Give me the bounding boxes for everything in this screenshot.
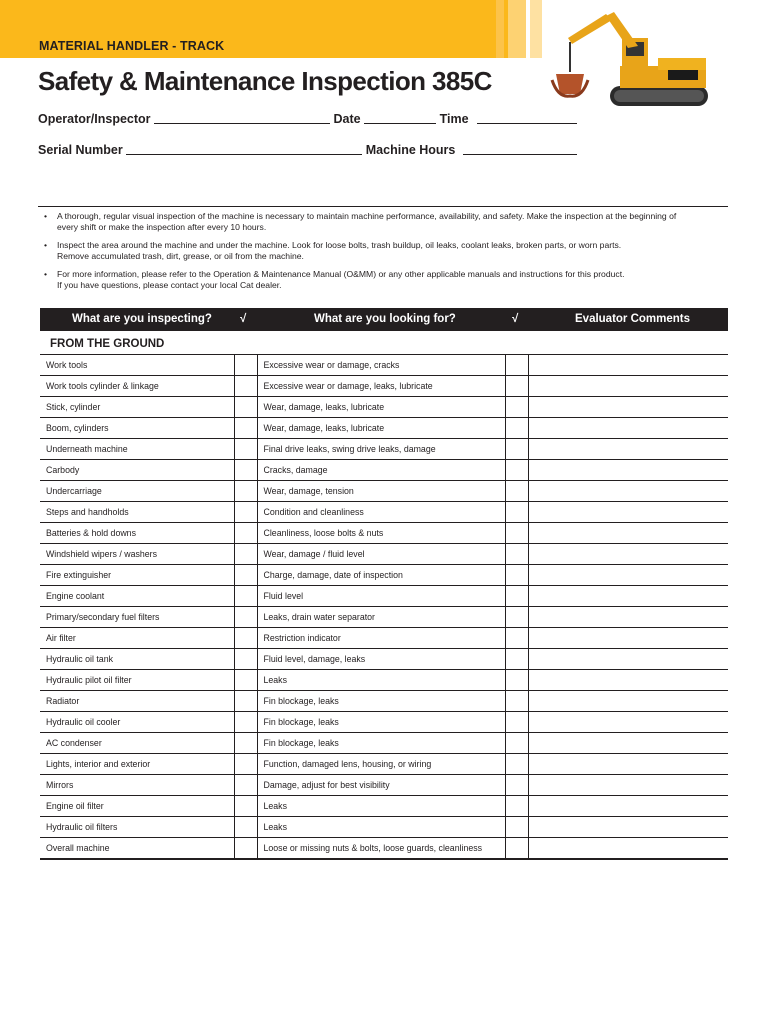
inspection-item: Undercarriage (40, 481, 234, 502)
table-row (40, 628, 728, 649)
instruction-text: Remove accumulated trash, dirt, grease, or oil from the machine. (57, 251, 304, 261)
item-checkbox[interactable] (234, 481, 257, 502)
item-checkbox[interactable] (234, 733, 257, 754)
inspection-criteria: Excessive wear or damage, cracks (257, 355, 505, 376)
instruction-text: If you have questions, please contact your local Cat dealer. (57, 280, 282, 290)
inspection-item: Boom, cylinders (40, 418, 234, 439)
inspection-criteria: Fin blockage, leaks (257, 691, 505, 712)
table-row (40, 355, 728, 376)
table-row (40, 460, 728, 481)
evaluator-comment-field[interactable] (528, 670, 728, 691)
inspection-criteria: Fluid level, damage, leaks (257, 649, 505, 670)
evaluator-comment-field[interactable] (528, 691, 728, 712)
evaluator-comment-field[interactable] (528, 355, 728, 376)
criteria-checkbox[interactable] (505, 628, 528, 649)
item-checkbox[interactable] (234, 439, 257, 460)
item-checkbox[interactable] (234, 586, 257, 607)
instruction-item (44, 269, 724, 291)
header-stripe (496, 0, 504, 58)
evaluator-comment-field[interactable] (528, 502, 728, 523)
inspection-criteria: Charge, damage, date of inspection (257, 565, 505, 586)
bullet-icon: • (44, 269, 48, 279)
operator-date-time-row (38, 112, 581, 126)
item-checkbox[interactable] (234, 460, 257, 481)
date-field[interactable] (364, 122, 436, 124)
criteria-checkbox[interactable] (505, 670, 528, 691)
inspection-criteria: Damage, adjust for best visibility (257, 775, 505, 796)
instruction-text: Inspect the area around the machine and under the machine. Look for loose bolts, trash buildup, oil leaks, coolant leaks, broken parts, or worn parts. (57, 240, 622, 250)
column-header-inspecting: What are you inspecting? (72, 313, 212, 325)
table-row (40, 523, 728, 544)
inspection-criteria: Wear, damage, leaks, lubricate (257, 397, 505, 418)
evaluator-comment-field[interactable] (528, 397, 728, 418)
inspection-item: Windshield wipers / washers (40, 544, 234, 565)
serial-number-field[interactable] (126, 153, 362, 155)
evaluator-comment-field[interactable] (528, 523, 728, 544)
check-icon: √ (512, 313, 519, 325)
evaluator-comment-field[interactable] (528, 817, 728, 838)
criteria-checkbox[interactable] (505, 775, 528, 796)
item-checkbox[interactable] (234, 502, 257, 523)
table-row (40, 838, 728, 860)
criteria-checkbox[interactable] (505, 439, 528, 460)
criteria-checkbox[interactable] (505, 502, 528, 523)
criteria-checkbox[interactable] (505, 733, 528, 754)
table-row (40, 796, 728, 817)
criteria-checkbox[interactable] (505, 817, 528, 838)
item-checkbox[interactable] (234, 817, 257, 838)
evaluator-comment-field[interactable] (528, 439, 728, 460)
criteria-checkbox[interactable] (505, 796, 528, 817)
table-row (40, 733, 728, 754)
inspection-criteria: Leaks (257, 817, 505, 838)
criteria-checkbox[interactable] (505, 397, 528, 418)
table-row (40, 376, 728, 397)
evaluator-comment-field[interactable] (528, 733, 728, 754)
criteria-checkbox[interactable] (505, 838, 528, 860)
operator-field[interactable] (154, 122, 330, 124)
item-checkbox[interactable] (234, 376, 257, 397)
inspection-criteria: Leaks, drain water separator (257, 607, 505, 628)
criteria-checkbox[interactable] (505, 481, 528, 502)
evaluator-comment-field[interactable] (528, 775, 728, 796)
criteria-checkbox[interactable] (505, 586, 528, 607)
inspection-item: Batteries & hold downs (40, 523, 234, 544)
table-row (40, 439, 728, 460)
inspection-item: Steps and handholds (40, 502, 234, 523)
header-stripe (530, 0, 542, 58)
item-checkbox[interactable] (234, 523, 257, 544)
operator-label: Operator/Inspector (38, 112, 151, 126)
evaluator-comment-field[interactable] (528, 649, 728, 670)
column-header-comments: Evaluator Comments (575, 313, 691, 325)
table-header (40, 308, 728, 331)
time-label: Time (439, 112, 469, 126)
inspection-item: Stick, cylinder (40, 397, 234, 418)
item-checkbox[interactable] (234, 397, 257, 418)
table-row (40, 586, 728, 607)
evaluator-comment-field[interactable] (528, 838, 728, 860)
material-handler-illustration (548, 8, 720, 112)
table-row (40, 649, 728, 670)
inspection-criteria: Condition and cleanliness (257, 502, 505, 523)
table-row (40, 565, 728, 586)
inspection-criteria: Fluid level (257, 586, 505, 607)
machine-hours-field[interactable] (463, 153, 577, 155)
table-row (40, 544, 728, 565)
serial-number-label: Serial Number (38, 143, 123, 157)
inspection-table (40, 354, 728, 860)
evaluator-comment-field[interactable] (528, 481, 728, 502)
evaluator-comment-field[interactable] (528, 565, 728, 586)
criteria-checkbox[interactable] (505, 418, 528, 439)
inspection-criteria: Fin blockage, leaks (257, 733, 505, 754)
item-checkbox[interactable] (234, 355, 257, 376)
evaluator-comment-field[interactable] (528, 544, 728, 565)
table-row (40, 670, 728, 691)
criteria-checkbox[interactable] (505, 754, 528, 775)
inspection-item: Lights, interior and exterior (40, 754, 234, 775)
evaluator-comment-field[interactable] (528, 712, 728, 733)
table-row (40, 754, 728, 775)
criteria-checkbox[interactable] (505, 691, 528, 712)
inspection-item: Engine oil filter (40, 796, 234, 817)
inspection-item: Primary/secondary fuel filters (40, 607, 234, 628)
inspection-criteria: Leaks (257, 670, 505, 691)
inspection-item: Overall machine (40, 838, 234, 860)
item-checkbox[interactable] (234, 565, 257, 586)
bullet-icon: • (44, 211, 48, 221)
evaluator-comment-field[interactable] (528, 796, 728, 817)
inspection-item: Work tools (40, 355, 234, 376)
divider (38, 206, 728, 207)
document-title: Safety & Maintenance Inspection 385C (38, 66, 492, 96)
time-field[interactable] (477, 122, 577, 124)
item-checkbox[interactable] (234, 838, 257, 860)
inspection-item: Work tools cylinder & linkage (40, 376, 234, 397)
item-checkbox[interactable] (234, 418, 257, 439)
criteria-checkbox[interactable] (505, 607, 528, 628)
table-row (40, 607, 728, 628)
inspection-item: Hydraulic oil cooler (40, 712, 234, 733)
inspection-item: Hydraulic oil tank (40, 649, 234, 670)
table-row (40, 775, 728, 796)
table-row (40, 418, 728, 439)
inspection-criteria: Wear, damage / fluid level (257, 544, 505, 565)
criteria-checkbox[interactable] (505, 460, 528, 481)
column-header-looking-for: What are you looking for? (314, 313, 456, 325)
inspection-criteria: Final drive leaks, swing drive leaks, damage (257, 439, 505, 460)
table-row (40, 691, 728, 712)
item-checkbox[interactable] (234, 607, 257, 628)
instruction-text: A thorough, regular visual inspection of the machine is necessary to maintain machine performance, availability, and safety. Make the inspection at the beginning of (57, 211, 677, 221)
check-icon: √ (240, 313, 247, 325)
inspection-criteria: Cleanliness, loose bolts & nuts (257, 523, 505, 544)
table-row (40, 502, 728, 523)
inspection-criteria: Excessive wear or damage, leaks, lubricate (257, 376, 505, 397)
date-label: Date (333, 112, 361, 126)
item-checkbox[interactable] (234, 775, 257, 796)
inspection-criteria: Wear, damage, tension (257, 481, 505, 502)
criteria-checkbox[interactable] (505, 376, 528, 397)
item-checkbox[interactable] (234, 691, 257, 712)
criteria-checkbox[interactable] (505, 565, 528, 586)
inspection-criteria: Restriction indicator (257, 628, 505, 649)
header-stripe (508, 0, 526, 58)
criteria-checkbox[interactable] (505, 712, 528, 733)
criteria-checkbox[interactable] (505, 355, 528, 376)
criteria-checkbox[interactable] (505, 544, 528, 565)
evaluator-comment-field[interactable] (528, 376, 728, 397)
item-checkbox[interactable] (234, 796, 257, 817)
inspection-criteria: Wear, damage, leaks, lubricate (257, 418, 505, 439)
instruction-text: every shift or make the inspection after every 10 hours. (57, 222, 267, 232)
inspection-item: Carbody (40, 460, 234, 481)
inspection-item: Hydraulic pilot oil filter (40, 670, 234, 691)
evaluator-comment-field[interactable] (528, 628, 728, 649)
machine-hours-label: Machine Hours (365, 143, 456, 157)
inspection-item: Underneath machine (40, 439, 234, 460)
evaluator-comment-field[interactable] (528, 607, 728, 628)
instruction-item (44, 240, 724, 262)
section-title: FROM THE GROUND (50, 338, 165, 350)
inspection-criteria: Fin blockage, leaks (257, 712, 505, 733)
item-checkbox[interactable] (234, 649, 257, 670)
table-row (40, 712, 728, 733)
evaluator-comment-field[interactable] (528, 460, 728, 481)
instruction-text: For more information, please refer to the Operation & Maintenance Manual (O&MM) or any other applicable manuals and instructions for this product. (57, 269, 625, 279)
instructions-list (44, 211, 724, 298)
inspection-criteria: Leaks (257, 796, 505, 817)
evaluator-comment-field[interactable] (528, 418, 728, 439)
instruction-item (44, 211, 724, 233)
inspection-item: Radiator (40, 691, 234, 712)
table-row (40, 481, 728, 502)
inspection-item: Engine coolant (40, 586, 234, 607)
inspection-item: Hydraulic oil filters (40, 817, 234, 838)
criteria-checkbox[interactable] (505, 649, 528, 670)
table-row (40, 817, 728, 838)
item-checkbox[interactable] (234, 754, 257, 775)
item-checkbox[interactable] (234, 544, 257, 565)
evaluator-comment-field[interactable] (528, 754, 728, 775)
inspection-item: Fire extinguisher (40, 565, 234, 586)
inspection-item: Air filter (40, 628, 234, 649)
table-row (40, 397, 728, 418)
bullet-icon: • (44, 240, 48, 250)
serial-hours-row (38, 143, 581, 157)
evaluator-comment-field[interactable] (528, 586, 728, 607)
inspection-criteria: Function, damaged lens, housing, or wiring (257, 754, 505, 775)
inspection-item: Mirrors (40, 775, 234, 796)
criteria-checkbox[interactable] (505, 523, 528, 544)
inspection-criteria: Cracks, damage (257, 460, 505, 481)
item-checkbox[interactable] (234, 628, 257, 649)
item-checkbox[interactable] (234, 670, 257, 691)
document-subtitle: MATERIAL HANDLER - TRACK (39, 39, 225, 53)
inspection-criteria: Loose or missing nuts & bolts, loose guards, cleanliness (257, 838, 505, 860)
inspection-item: AC condenser (40, 733, 234, 754)
item-checkbox[interactable] (234, 712, 257, 733)
